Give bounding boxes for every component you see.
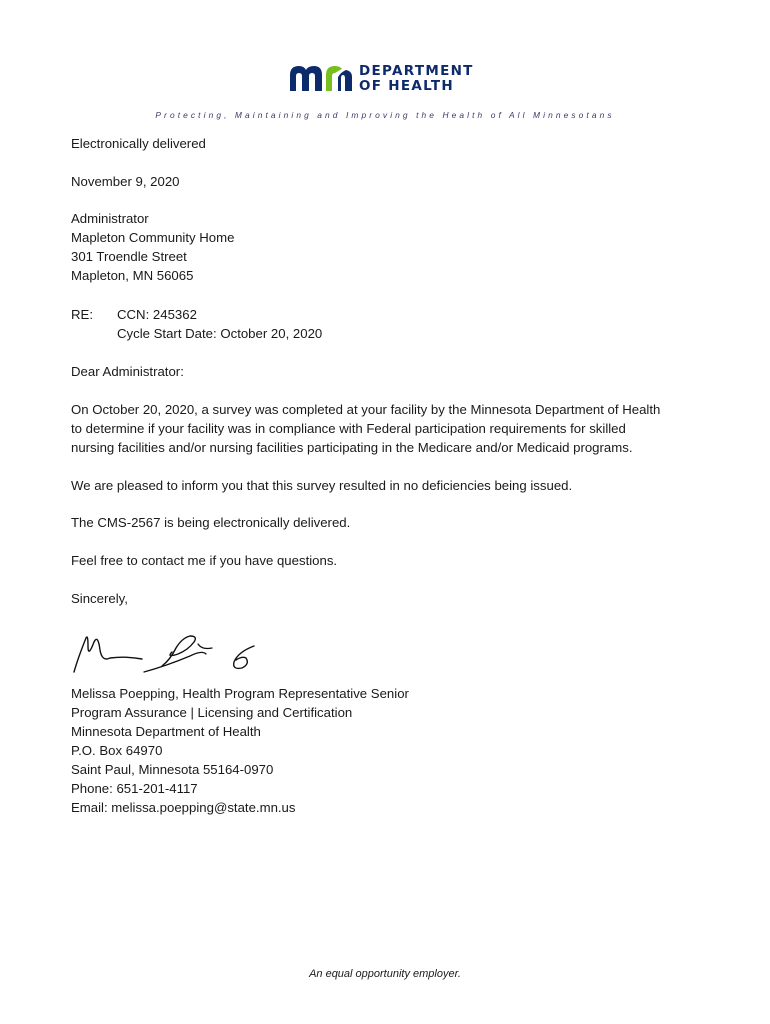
recipient-line: 301 Troendle Street [71, 249, 187, 264]
footer-note: An equal opportunity employer. [309, 968, 461, 980]
salutation: Dear Administrator: [71, 364, 184, 379]
department-wordmark [359, 64, 489, 94]
handwritten-signature [66, 628, 266, 680]
re-label: RE: [71, 307, 93, 322]
body-paragraph-2: We are pleased to inform you that this survey resulted in no deficiencies being issued. [71, 478, 573, 493]
sender-line: Saint Paul, Minnesota 55164-0970 [71, 762, 274, 777]
cycle-start-line: Cycle Start Date: October 20, 2020 [117, 326, 323, 341]
paragraph-line: nursing facilities and/or nursing facilities participating in the Medicare and/or Medicaid programs. [71, 440, 633, 455]
recipient-line: Mapleton, MN 56065 [71, 268, 194, 283]
dept-line-1: DEPARTMENT [359, 63, 474, 79]
paragraph-line: to determine if your facility was in compliance with Federal participation requirements for skilled [71, 421, 626, 436]
sender-line: Program Assurance | Licensing and Certification [71, 705, 353, 720]
body-paragraph-4: Feel free to contact me if you have questions. [71, 553, 338, 568]
sender-line: P.O. Box 64970 [71, 743, 163, 758]
ccn-line: CCN: 245362 [117, 307, 197, 322]
mn-logo-mark [288, 63, 354, 93]
sender-email: Email: melissa.poepping@state.mn.us [71, 800, 296, 815]
mdh-logo [288, 63, 488, 99]
body-paragraph-1 [71, 400, 711, 457]
delivery-method: Electronically delivered [71, 136, 206, 151]
recipient-line: Administrator [71, 211, 149, 226]
sender-line: Phone: 651-201-4117 [71, 781, 198, 796]
body-paragraph-3: The CMS-2567 is being electronically delivered. [71, 515, 351, 530]
paragraph-line: On October 20, 2020, a survey was completed at your facility by the Minnesota Department of Health [71, 402, 661, 417]
letter-date: November 9, 2020 [71, 174, 180, 189]
sender-line: Melissa Poepping, Health Program Representative Senior [71, 686, 409, 701]
sender-line: Minnesota Department of Health [71, 724, 261, 739]
tagline: Protecting, Maintaining and Improving the Health of All Minnesotans [155, 110, 615, 120]
recipient-line: Mapleton Community Home [71, 230, 235, 245]
closing: Sincerely, [71, 591, 128, 606]
dept-line-2: OF HEALTH [359, 78, 454, 94]
re-block [117, 305, 322, 343]
